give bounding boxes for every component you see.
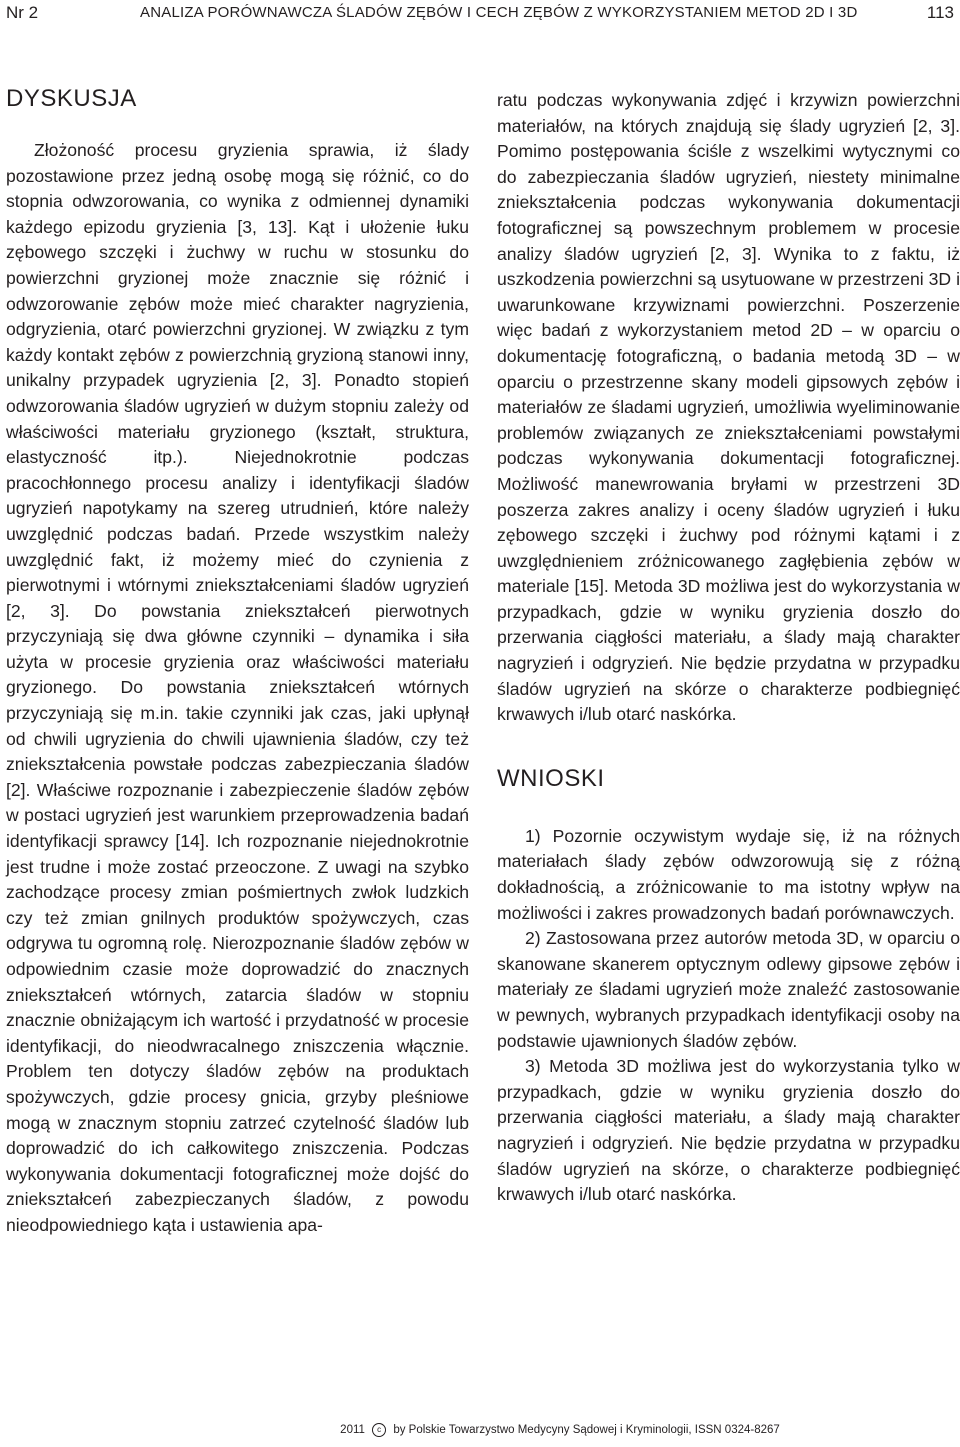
issue-number: Nr 2 — [6, 3, 39, 22]
conclusion-2: 2) Zastosowana przez autorów metoda 3D, w oparciu o skanowane skanerem optycznym odlewy gipsowe zębów i materiały ze śladami ugryzień może znaleźć zastosowanie w pewnych, wybranych przypadkach identyfikacji osoby na podstawie ujawnionych śladów zębów. — [497, 928, 960, 1051]
footer-text: by Polskie Towarzystwo Medycyny Sądowej i Kryminologii, ISSN 0324-8267 — [393, 1424, 780, 1437]
running-header — [0, 0, 960, 30]
conclusion-3: 3) Metoda 3D możliwa jest do wykorzystania tylko w przypadkach, gdzie w wyniku gryzienia doszło do przerwania ciągłości materiału, a ślady mają charakter nagryzień i odgryzień. Nie będzie przydatna w przypadku śladów ugryzień na skórze, o charakterze podbiegnięć krwawych i/lub otarć naskórka. — [497, 1056, 960, 1205]
discussion-paragraph: Złożoność procesu gryzienia sprawia, iż ślady pozostawione przez jedną osobę mogą się różnić, co do stopnia odwzorowania, co wynika z odmiennej dynamiki każdego epizodu gryzienia [3, 13]. Kąt i ułożenie łuku zębowego szczęki i żuchwy w ruchu w stosunku do powierzchni gryzionej może znacznie się różnić i odwzorowanie zębów może mieć charakter nagryzienia, odgryzienia, otarć powierzchni gryzionej. W związku z tym każdy kontakt zębów z powierzchnią gryzioną stanowi inny, unikalny przypadek ugryzienia [2, 3]. Ponadto stopień odwzorowania śladów ugryzień w dużym stopniu zależy od właściwości materiału gryzionego (kształt, struktura, elastyczność itp.). Niejednokrotnie podczas pracochłonnego procesu analizy i identyfikacji śladów ugryzień napotykamy na szereg utrudnień, które należy uwzględnić podczas badań. Przede wszystkim należy uwzględnić fakt, iż możemy mieć do czynienia z pierwotnymi i wtórnymi zniekształceniami śladów ugryzień [2, 3]. Do powstania zniekształceń pierwotnych przyczyniają się dwa główne czynniki – dynamika i siła użyta w procesie gryzienia oraz właściwości materiału gryzionego. Do powstania zniekształceń wtórnych przyczyniają się m.in. takie czynniki jak czas, jaki upłynął od chwili ugryzienia do chwili ujawnienia śladów, czy też zniekształcenia powstałe podczas zabezpieczania śladów [2]. Właściwe rozpoznanie i zabezpieczenie śladów zębów w postaci ugryzień jest warunkiem przeprowadzenia badań identyfikacji sprawcy [14]. Ich rozpoznanie niejednokrotnie jest trudne i może zostać przeoczone. Z uwagi na szybko zachodzące procesy zmian pośmiertnych zwłok ludzkich czy też zmian gnilnych produktów spożywczych, czas odgrywa tu ogromną rolę. Nierozpoznanie śladów zębów w odpowiednim czasie może doprowadzić do znacznych zniekształceń wtórnych, zatarcia śladów w stopniu znacznie obniżającym ich wartość i przydatność w procesie identyfikacji, do nieodwracalnego zniszczenia włącznie. Problem ten dotyczy śladów zębów na produktach spożywczych, gdzie procesy gnicia, grzyby pleśniowe mogą w znacznym stopniu zatrzeć czytelność śladów lub doprowadzić do ich całkowitego zniszczenia. Podczas wykonywania dokumentacji fotograficznej może dojść do zniekształceń zabezpieczanych śladów, z powodu nieodpowiedniego kąta i ustawienia apa- — [6, 140, 469, 1235]
left-column — [6, 84, 469, 1239]
running-title: ANALIZA PORÓWNAWCZA ŚLADÓW ZĘBÓW I CECH ZĘBÓW Z WYKORZYSTANIEM METOD 2D I 3D — [140, 4, 858, 21]
page-number: 113 — [926, 3, 954, 22]
section-heading-dyskusja: DYSKUSJA — [6, 85, 137, 112]
right-column — [497, 88, 960, 1208]
page-footer — [0, 1423, 960, 1437]
footer-year: 2011 — [340, 1424, 365, 1437]
discussion-continuation: ratu podczas wykonywania zdjęć i krzywizn powierzchni materiałów, na których znajdują się ślady ugryzień [2, 3]. Pomimo postępowania ściśle z wszelkimi wytycznymi co do zabezpieczania śladów ugryzień, niestety minimalne zniekształcenia podczas wykonywania dokumentacji fotograficznej są powszechnym problemem w procesie analizy śladów ugryzień [2, 3]. Wynika to z faktu, iż uszkodzenia powierzchni są usytuowane w przestrzeni 3D i uwarunkowane krzywiznami powierzchni. Poszerzenie więc badań z wykorzystaniem metod 2D – w oparciu o dokumentację fotograficzną, o badania metodą 3D – w oparciu o przestrzenne skany modeli gipsowych zębów i materiałów ze śladami ugryzień, umożliwia wyeliminowanie problemów związanych ze zniekształceniami powstałymi podczas wykonywania dokumentacji fotograficznej. Możliwość manewrowania bryłami w przestrzeni 3D poszerza zakres analizy i oceny śladów ugryzień i łuku zębowego szczęki i żuchwy pod różnymi kątami i z uwzględnieniem zróżnicowanego zagłębienia zębów w materiale [15]. Metoda 3D możliwa jest do wykorzystania w przypadkach, gdzie w wyniku gryzienia doszło do przerwania ciągłości materiału, a ślady mają charakter nagryzień i odgryzień. Nie będzie przydatna w przypadku śladów ugryzień na skórze o charakterze podbiegnięć krwawych i/lub otarć naskórka. — [497, 90, 960, 725]
section-heading-wnioski: WNIOSKI — [497, 764, 605, 792]
copyright-icon: c — [372, 1423, 386, 1437]
conclusion-1: 1) Pozornie oczywistym wydaje się, iż na różnych materiałach ślady zębów odwzorowują się z różną dokładnością, a zróżnicowanie to ma istotny wpływ na możliwości i zakres prowadzonych badań porównawczych. — [497, 825, 960, 923]
